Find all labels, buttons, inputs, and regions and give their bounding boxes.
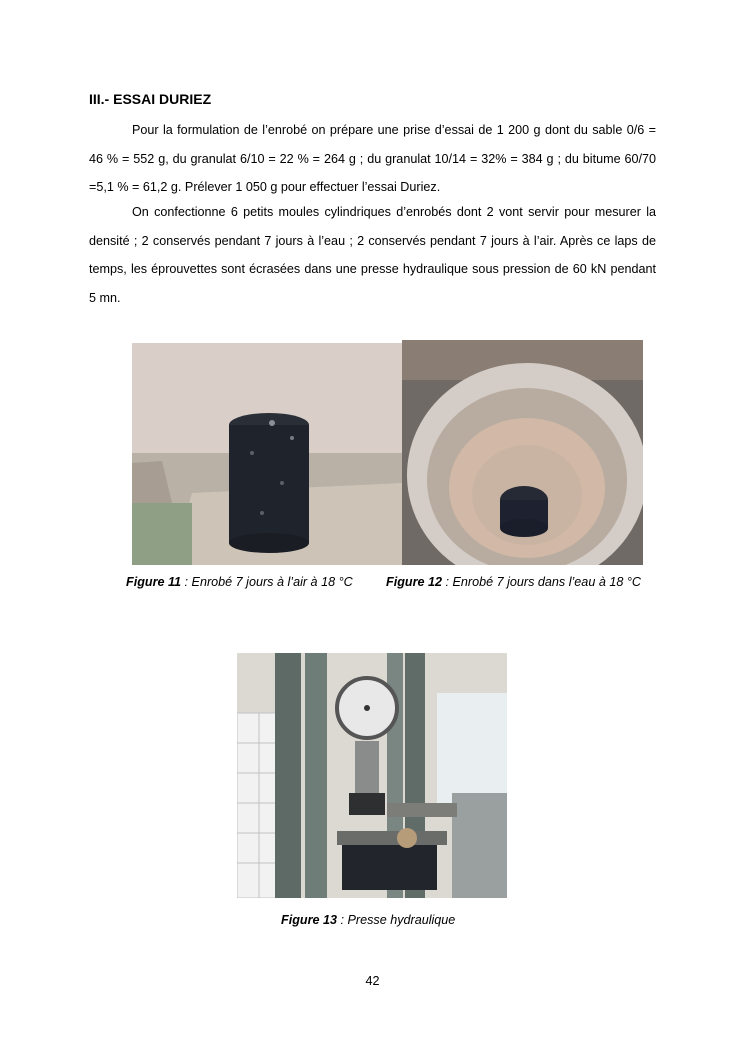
figure-12-text: : Enrobé 7 jours dans l’eau à 18 °C xyxy=(442,575,641,589)
figure-11-label: Figure 11 xyxy=(126,575,182,589)
figure-12-label: Figure 12 xyxy=(386,575,442,589)
paragraph-procedure: On confectionne 6 petits moules cylindriques d’enrobés dont 2 vont servir pour mesurer la densité ; 2 conservés pendant 7 jours à l’eau ; 2 conservés pendant 7 jours à l’air. Après ce laps de temps, les éprouvettes sont écrasées dans une presse hydraulique sous pression de 60 kN pendant 5 mn. xyxy=(89,205,656,305)
figure-13-label: Figure 13 xyxy=(281,913,337,927)
figure-11-text: : Enrobé 7 jours à l’air à 18 °C xyxy=(181,575,353,589)
figure-13-caption xyxy=(281,913,455,927)
figure-13-photo xyxy=(237,653,507,898)
figure-13-text: : Presse hydraulique xyxy=(337,913,456,927)
figure-12-caption xyxy=(386,575,641,589)
figure-11-caption xyxy=(126,575,353,589)
paragraph-formulation: Pour la formulation de l’enrobé on prépare une prise d’essai de 1 200 g dont du sable 0/6 = 46 % = 552 g, du granulat 6/10 = 22 % = 264 g ; du granulat 10/14 = 32% = 384 g ; du bitume 60/70 =5,1 % = 61,2 g. Prélever 1 050 g pour effectuer l’essai Duriez. xyxy=(89,123,656,194)
figure-12-photo xyxy=(402,340,643,565)
page-number: 42 xyxy=(365,974,380,988)
figure-11-photo xyxy=(132,343,402,565)
section-heading: III.- ESSAI DURIEZ xyxy=(89,91,212,107)
